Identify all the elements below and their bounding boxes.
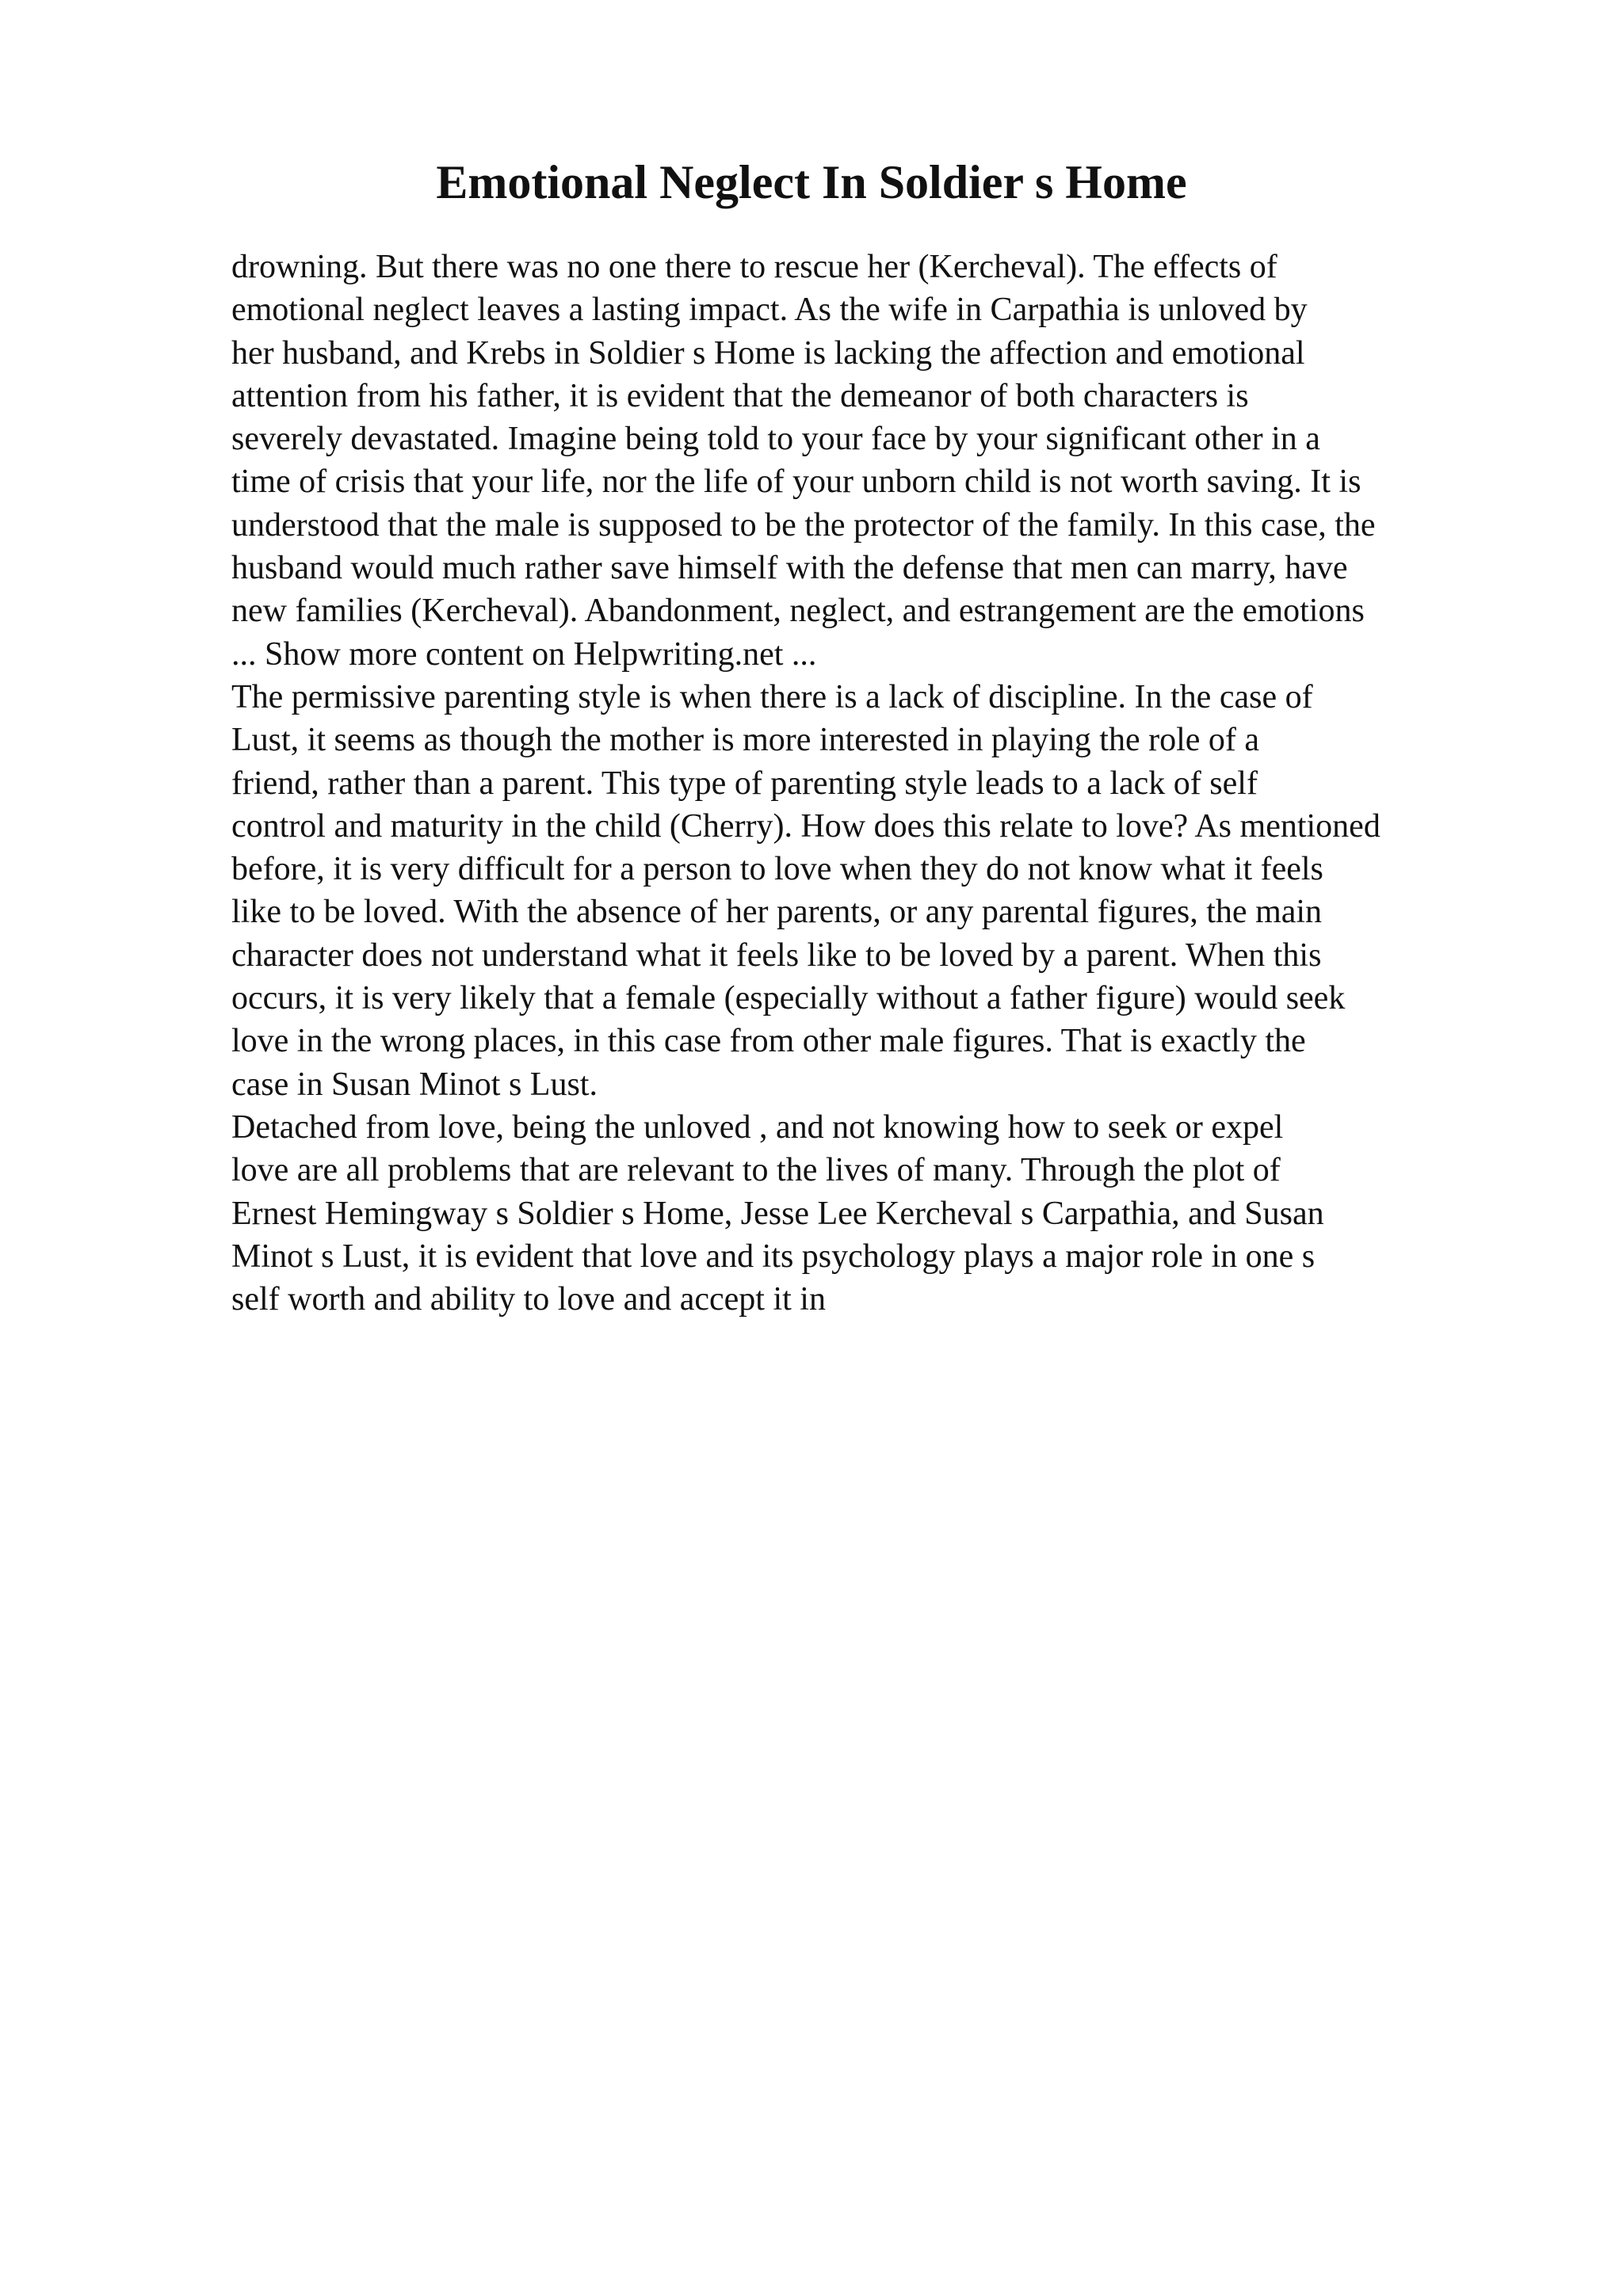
body-line: understood that the male is supposed to be the protector of the family. In this case, the: [231, 506, 1376, 543]
body-line: before, it is very difficult for a person to love when they do not know what it feels: [231, 851, 1323, 888]
body-line: character does not understand what it feels like to be loved by a parent. When this: [231, 936, 1322, 974]
body-line: occurs, it is very likely that a female (especially without a father figure) would seek: [231, 980, 1346, 1017]
body-line: love are all problems that are relevant to the lives of many. Through the plot of: [231, 1152, 1281, 1189]
body-line: severely devastated. Imagine being told to your face by your significant other in a: [231, 421, 1320, 458]
body-line: drowning. But there was no one there to rescue her (Kercheval). The effects of: [231, 249, 1277, 285]
body-line: Minot s Lust, it is evident that love and its psychology plays a major role in one s: [231, 1238, 1316, 1275]
body-line: emotional neglect leaves a lasting impact. As the wife in Carpathia is unloved by: [231, 292, 1308, 329]
body-line: control and maturity in the child (Cherry). How does this relate to love? As mentioned: [231, 807, 1381, 845]
body-line: Lust, it seems as though the mother is more interested in playing the role of a: [231, 722, 1260, 759]
body-line: like to be loved. With the absence of her parents, or any parental figures, the main: [231, 894, 1323, 931]
body-line: new families (Kercheval). Abandonment, neglect, and estrangement are the emotions: [231, 593, 1365, 630]
body-line: friend, rather than a parent. This type of parenting style leads to a lack of self: [231, 765, 1258, 802]
body-line: love in the wrong places, in this case from other male figures. That is exactly the: [231, 1023, 1306, 1060]
body-line: attention from his father, it is evident that the demeanor of both characters is: [231, 377, 1249, 414]
document-title: Emotional Neglect In Soldier s Home: [436, 156, 1187, 208]
body-line: time of crisis that your life, nor the life of your unborn child is not worth saving. It is: [231, 463, 1361, 501]
document-body: [231, 246, 1594, 1321]
body-line: Ernest Hemingway s Soldier s Home, Jesse Lee Kercheval s Carpathia, and Susan: [231, 1195, 1324, 1232]
body-line: husband would much rather save himself with the defense that men can marry, have: [231, 550, 1348, 587]
body-line: The permissive parenting style is when there is a lack of discipline. In the case of: [231, 678, 1313, 715]
body-line: her husband, and Krebs in Soldier s Home is lacking the affection and emotional: [231, 334, 1305, 372]
body-line: case in Susan Minot s Lust.: [231, 1066, 598, 1103]
body-line: Detached from love, being the unloved , and not knowing how to seek or expel: [231, 1108, 1284, 1146]
show-more-line: ... Show more content on Helpwriting.net ...: [231, 635, 817, 673]
body-line: self worth and ability to love and accept it in: [231, 1281, 826, 1318]
